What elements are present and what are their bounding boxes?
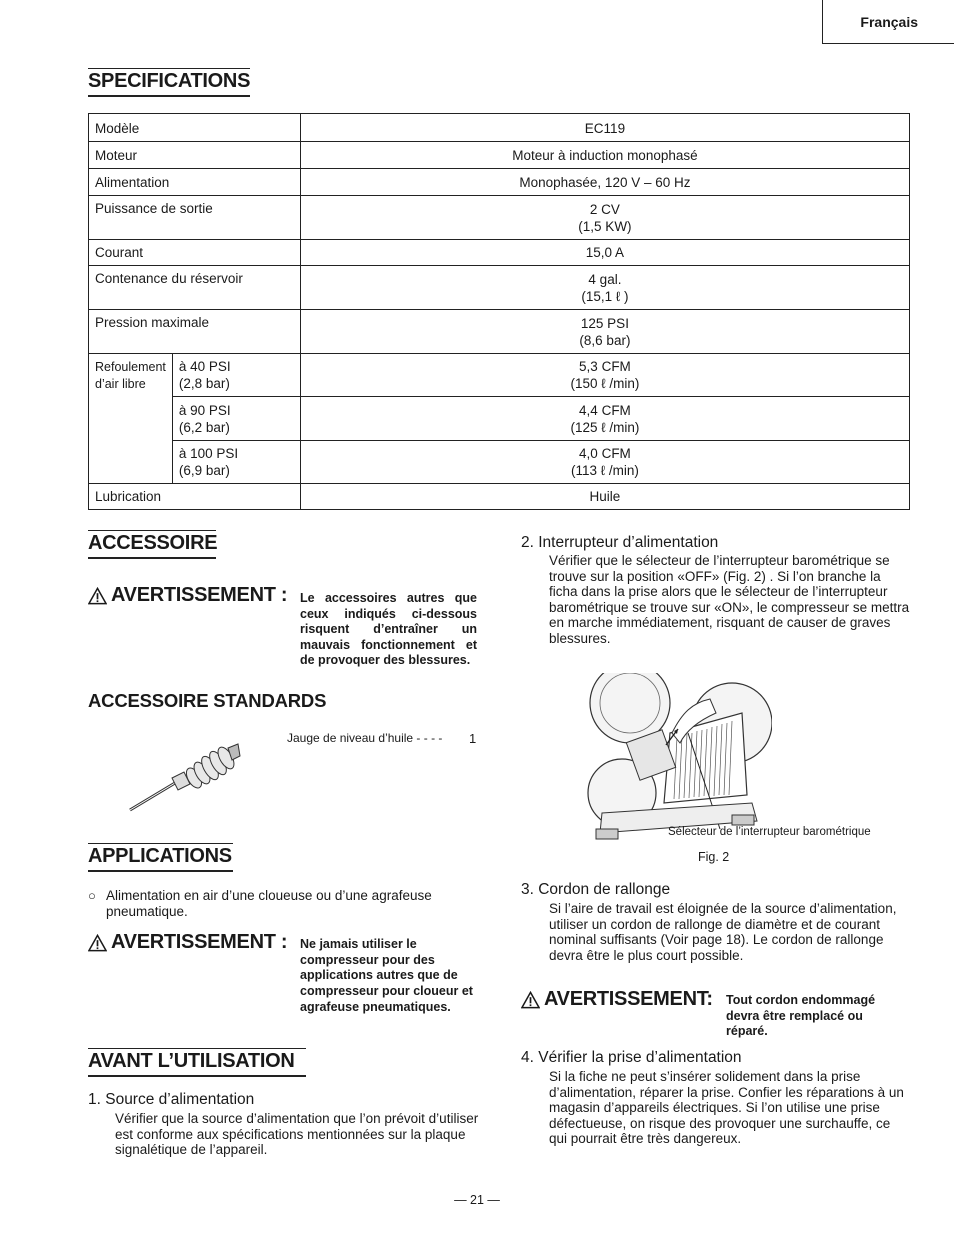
pressure-cell — [172, 397, 300, 441]
item3-title: 3. Cordon de rallonge — [521, 881, 671, 898]
table-row — [89, 266, 910, 310]
warning-triangle-icon — [88, 934, 107, 952]
avant-utilisation-heading: AVANT L’UTILISATION — [88, 1048, 306, 1077]
item1-text: Vérifier que la source d’alimentation que l’on prévoit d’utiliser est conforme aux spécifications mentionnées sur la plaque signalétique de l’appareil. — [115, 1111, 479, 1158]
pressure-bar: (6,2 bar) — [178, 420, 230, 435]
spec-value-line1: 125 PSI — [580, 316, 629, 331]
spec-value: Huile — [300, 484, 909, 510]
dipstick-quantity: 1 — [469, 731, 477, 746]
spec-label: Contenance du réservoir — [89, 266, 301, 310]
table-row — [89, 240, 910, 266]
pressure-bar: (6,9 bar) — [178, 463, 230, 478]
spec-value-line1: 4 gal. — [588, 272, 622, 287]
warning-triangle-icon — [521, 991, 540, 1009]
applications-warning-text: Ne jamais utiliser le compresseur pour des applications autres que de compresseur pour cloueur et agrafeuse pneumatiques. — [300, 937, 473, 1014]
spec-label: Puissance de sortie — [89, 196, 301, 240]
warning-title-text: AVERTISSEMENT : — [111, 931, 288, 953]
pressure-switch-figure — [582, 673, 772, 845]
applications-item-text: Alimentation en air d’une cloueuse ou d’une agrafeuse pneumatique. — [106, 888, 432, 919]
item4-text: Si la fiche ne peut s’insérer solidement dans la prise d’alimentation, réparer la prise. Confier les réparations à un magasin d’appareils électriques. Si l’on utilise une prise défectueuse, on risque des provoquer une surchauffe, ce qui pourrait être très dangereux. — [549, 1069, 904, 1147]
air-delivery-label — [89, 354, 173, 484]
flow-cell — [300, 354, 909, 397]
bullet-circle-icon: ○ — [88, 888, 96, 903]
language-tab — [822, 0, 954, 44]
figure-caption: Fig. 2 — [698, 850, 730, 864]
warning-title-text: AVERTISSEMENT: — [544, 988, 713, 1010]
spec-value — [300, 266, 909, 310]
pressure-psi: à 40 PSI — [178, 359, 231, 374]
flow-cell — [300, 397, 909, 441]
table-row — [89, 114, 910, 142]
flow-cell — [300, 441, 909, 484]
pressure-cell — [172, 354, 300, 397]
table-row — [89, 484, 910, 510]
pressure-bar: (2,8 bar) — [178, 376, 230, 391]
table-row — [89, 169, 910, 196]
applications-heading: APPLICATIONS — [88, 843, 233, 872]
flow-cfm: 4,0 CFM — [579, 446, 631, 461]
spec-value — [300, 196, 909, 240]
accessoire-warning-text: Le accessoires autres que ceux indiqués ci-dessous risquent d’entraîner un mauvais fonctionnement et de provoquer des blessures. — [300, 591, 477, 667]
pressure-psi: à 90 PSI — [178, 403, 231, 418]
accessoire-warning-title — [88, 584, 287, 607]
spec-value-line2: (8,6 bar) — [579, 333, 631, 348]
spec-value: 15,0 A — [300, 240, 909, 266]
dipstick-label: Jauge de niveau d’huile - - - - — [287, 731, 443, 745]
item2-title: 2. Interrupteur d’alimentation — [521, 534, 719, 551]
spec-value-line2: (15,1 ℓ ) — [581, 289, 629, 304]
spec-value-line1: 2 CV — [589, 202, 620, 217]
table-row — [89, 142, 910, 169]
spec-label: Modèle — [89, 114, 301, 142]
specifications-heading: SPECIFICATIONS — [88, 68, 250, 97]
warning-title-text: AVERTISSEMENT : — [111, 584, 288, 606]
table-row — [89, 354, 910, 397]
spec-value: Monophasée, 120 V – 60 Hz — [300, 169, 909, 196]
accessoire-heading: ACCESSOIRE — [88, 530, 216, 559]
item4-title: 4. Vérifier la prise d’alimentation — [521, 1049, 742, 1066]
pressure-cell — [172, 441, 300, 484]
item2-text: Vérifier que le sélecteur de l’interrupteur barométrique se trouve sur la position «OFF» (Fig. 2) . Si l’on branche la ficha dans la prise alors que le sélecteur de l’interrupteur barométrique se trouve sur «ON», le compresseur se mettra en marche immédiatement, risquant de causer de graves blessures. — [549, 553, 910, 646]
warning-triangle-icon — [88, 587, 107, 605]
flow-cfm: 4,4 CFM — [579, 403, 631, 418]
language-label: Français — [860, 14, 918, 30]
extension-warning-text: Tout cordon endommagé devra être remplacé ou réparé. — [726, 993, 876, 1038]
applications-warning-title — [88, 931, 287, 954]
spec-label: Lubrication — [89, 484, 301, 510]
spec-label: Alimentation — [89, 169, 301, 196]
air-label-line1: Refoulement — [95, 360, 166, 374]
table-row — [89, 310, 910, 354]
applications-item — [88, 888, 478, 919]
flow-lmin: (125 ℓ /min) — [570, 420, 640, 435]
extension-warning-title — [521, 988, 713, 1011]
item1-title: 1. Source d’alimentation — [88, 1091, 255, 1108]
pressure-psi: à 100 PSI — [178, 446, 239, 461]
flow-cfm: 5,3 CFM — [579, 359, 631, 374]
table-row — [89, 397, 910, 441]
table-row — [89, 441, 910, 484]
spec-value — [300, 310, 909, 354]
table-row — [89, 196, 910, 240]
flow-lmin: (150 ℓ /min) — [570, 376, 640, 391]
oil-dipstick-illustration — [124, 740, 242, 814]
specifications-table — [88, 113, 910, 510]
figure-label: Sélecteur de l’interrupteur barométrique — [668, 826, 871, 838]
spec-value: Moteur à induction monophasé — [300, 142, 909, 169]
accessoire-standards-heading: ACCESSOIRE STANDARDS — [88, 690, 327, 711]
spec-value-line2: (1,5 KW) — [578, 219, 632, 234]
spec-value: EC119 — [300, 114, 909, 142]
spec-label: Pression maximale — [89, 310, 301, 354]
air-label-line2: d’air libre — [95, 377, 146, 391]
spec-label: Courant — [89, 240, 301, 266]
item3-text: Si l’aire de travail est éloignée de la source d’alimentation, utiliser un cordon de rallonge de diamètre et de courant nominal suffisants (Voir page 18). Le cordon de rallonge devra être le plus court possible. — [549, 901, 897, 963]
flow-lmin: (113 ℓ /min) — [570, 463, 639, 478]
spec-label: Moteur — [89, 142, 301, 169]
page-number: — 21 — — [454, 1193, 500, 1207]
